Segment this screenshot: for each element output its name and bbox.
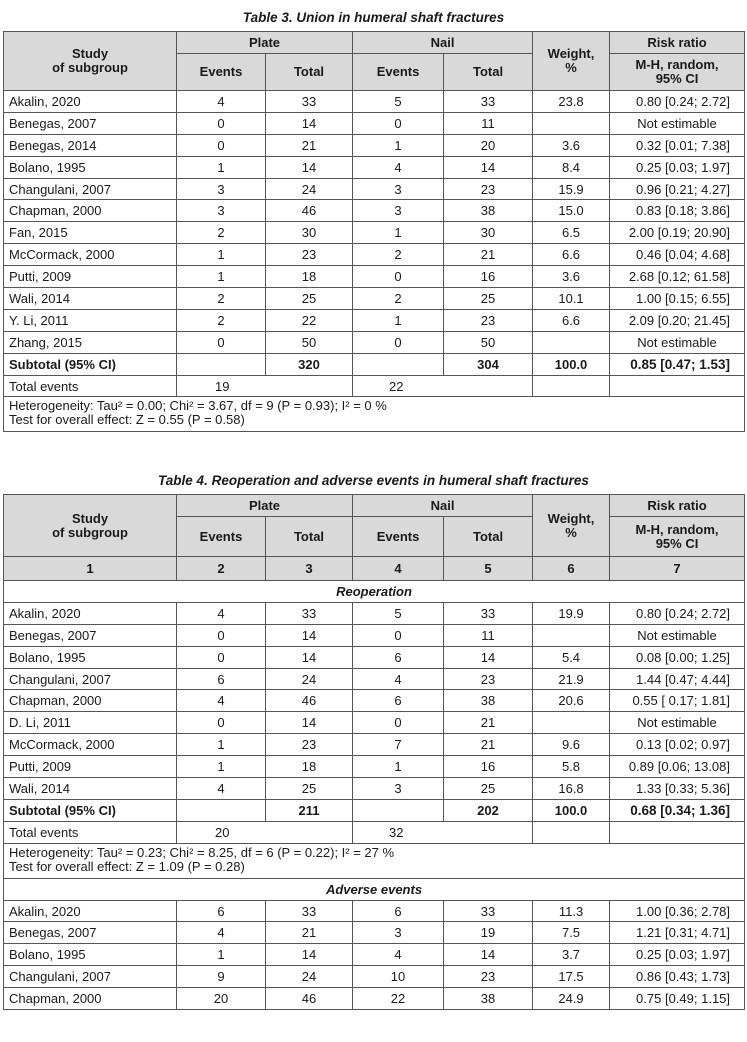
study-row <box>4 266 745 288</box>
adverse-events-section <box>4 878 745 900</box>
subtotal-label: Subtotal (95% CI) <box>4 799 177 821</box>
plate-total: 24 <box>266 966 353 988</box>
section-label: Adverse events <box>4 878 745 900</box>
nail-total: 25 <box>444 778 533 800</box>
plate-total: 30 <box>266 222 353 244</box>
total-events-row <box>4 821 745 843</box>
weight: 24.9 <box>533 988 610 1010</box>
study-name: Benegas, 2007 <box>4 922 177 944</box>
nail-events: 2 <box>353 288 444 310</box>
study-row <box>4 756 745 778</box>
nail-total: 202 <box>444 799 533 821</box>
plate-events <box>177 799 266 821</box>
study-row <box>4 900 745 922</box>
nail-total: 21 <box>444 244 533 266</box>
weight: 20.6 <box>533 690 610 712</box>
weight: 23.8 <box>533 91 610 113</box>
study-name: Chapman, 2000 <box>4 988 177 1010</box>
table3-caption: Table 3. Union in humeral shaft fractures <box>242 10 505 25</box>
plate-events: 19 <box>177 375 353 397</box>
plate-total: 46 <box>266 988 353 1010</box>
study-row <box>4 112 745 134</box>
nail-total: 23 <box>444 178 533 200</box>
plate-events: 4 <box>177 690 266 712</box>
plate-total: 50 <box>266 331 353 353</box>
weight-header: Weight, % <box>533 32 610 91</box>
study-name: McCormack, 2000 <box>4 244 177 266</box>
study-name: Bolano, 1995 <box>4 646 177 668</box>
nail-events <box>353 353 444 375</box>
total-events-label: Total events <box>4 821 177 843</box>
plate-total: 14 <box>266 944 353 966</box>
subtotal-row <box>4 799 745 821</box>
nail-total: 50 <box>444 331 533 353</box>
plate-events: 20 <box>177 821 353 843</box>
nail-total: 304 <box>444 353 533 375</box>
risk-ratio: 2.00 [0.19; 20.90] <box>610 222 745 244</box>
risk-ratio: Not estimable <box>610 712 745 734</box>
nail-events <box>353 799 444 821</box>
study-row <box>4 778 745 800</box>
weight: 16.8 <box>533 778 610 800</box>
nail-events: 32 <box>353 821 533 843</box>
study-row <box>4 966 745 988</box>
study-name: Chapman, 2000 <box>4 690 177 712</box>
nail-events: 3 <box>353 922 444 944</box>
plate-total: 21 <box>266 134 353 156</box>
study-row <box>4 988 745 1010</box>
risk-ratio: 0.89 [0.06; 13.08] <box>610 756 745 778</box>
weight: 6.6 <box>533 309 610 331</box>
weight <box>533 375 610 397</box>
plate-events: 0 <box>177 331 266 353</box>
risk-ratio: Not estimable <box>610 331 745 353</box>
nail-events: 1 <box>353 134 444 156</box>
plate-events: 2 <box>177 309 266 331</box>
plate-header: Plate <box>177 495 353 517</box>
risk-ratio: 0.68 [0.34; 1.36] <box>610 799 745 821</box>
nail-total: 38 <box>444 690 533 712</box>
plate-total: 25 <box>266 778 353 800</box>
nail-events: 0 <box>353 712 444 734</box>
study-name: Fan, 2015 <box>4 222 177 244</box>
subtotal-label: Subtotal (95% CI) <box>4 353 177 375</box>
plate-total: 18 <box>266 756 353 778</box>
study-row <box>4 944 745 966</box>
plate-events-header: Events <box>177 517 266 557</box>
nail-header: Nail <box>353 32 533 54</box>
nail-total: 33 <box>444 602 533 624</box>
total-events-row <box>4 375 745 397</box>
heterogeneity-note <box>4 397 745 432</box>
column-number: 7 <box>610 557 745 581</box>
study-name: D. Li, 2011 <box>4 712 177 734</box>
plate-events: 6 <box>177 668 266 690</box>
column-number: 6 <box>533 557 610 581</box>
study-name: Putti, 2009 <box>4 266 177 288</box>
nail-total-header: Total <box>444 517 533 557</box>
nail-total: 16 <box>444 266 533 288</box>
study-row <box>4 668 745 690</box>
heterogeneity-note <box>4 843 745 878</box>
nail-events: 0 <box>353 331 444 353</box>
plate-header: Plate <box>177 32 353 54</box>
study-name: Zhang, 2015 <box>4 331 177 353</box>
nail-total: 21 <box>444 734 533 756</box>
risk-ratio: 0.96 [0.21; 4.27] <box>610 178 745 200</box>
plate-events: 4 <box>177 602 266 624</box>
nail-events: 3 <box>353 200 444 222</box>
nail-total: 38 <box>444 988 533 1010</box>
risk-ratio: 0.08 [0.00; 1.25] <box>610 646 745 668</box>
plate-total: 14 <box>266 646 353 668</box>
column-number: 4 <box>353 557 444 581</box>
plate-total: 14 <box>266 624 353 646</box>
weight: 100.0 <box>533 799 610 821</box>
risk-ratio: 0.32 [0.01; 7.38] <box>610 134 745 156</box>
weight <box>533 712 610 734</box>
weight: 100.0 <box>533 353 610 375</box>
plate-events: 1 <box>177 756 266 778</box>
plate-total: 33 <box>266 602 353 624</box>
nail-events: 6 <box>353 646 444 668</box>
study-row <box>4 734 745 756</box>
risk-ratio: 0.25 [0.03; 1.97] <box>610 156 745 178</box>
study-name: McCormack, 2000 <box>4 734 177 756</box>
column-number-row <box>4 557 745 581</box>
plate-total: 22 <box>266 309 353 331</box>
nail-total: 38 <box>444 200 533 222</box>
weight: 19.9 <box>533 602 610 624</box>
plate-events: 4 <box>177 922 266 944</box>
plate-events: 20 <box>177 988 266 1010</box>
nail-total: 33 <box>444 900 533 922</box>
plate-total: 24 <box>266 178 353 200</box>
nail-total: 14 <box>444 156 533 178</box>
plate-total: 46 <box>266 200 353 222</box>
plate-events: 0 <box>177 646 266 668</box>
plate-total: 23 <box>266 734 353 756</box>
nail-events: 6 <box>353 690 444 712</box>
plate-events: 0 <box>177 112 266 134</box>
nail-events: 4 <box>353 156 444 178</box>
study-name: Changulani, 2007 <box>4 178 177 200</box>
risk-ratio <box>610 821 745 843</box>
study-row <box>4 624 745 646</box>
study-name: Changulani, 2007 <box>4 966 177 988</box>
plate-events: 4 <box>177 778 266 800</box>
overall-effect-text: Test for overall effect: Z = 1.09 (P = 0.28) <box>9 858 245 874</box>
plate-events: 2 <box>177 288 266 310</box>
study-header: Study of subgroup <box>4 32 177 91</box>
table4-caption: Table 4. Reoperation and adverse events in humeral shaft fractures <box>158 473 589 488</box>
weight: 6.5 <box>533 222 610 244</box>
nail-total: 21 <box>444 712 533 734</box>
study-row <box>4 309 745 331</box>
weight-header: Weight, % <box>533 495 610 557</box>
risk-ratio: 1.00 [0.36; 2.78] <box>610 900 745 922</box>
study-header: Study of subgroup <box>4 495 177 557</box>
weight: 3.6 <box>533 134 610 156</box>
study-row <box>4 222 745 244</box>
column-number: 1 <box>4 557 177 581</box>
nail-total: 11 <box>444 112 533 134</box>
plate-events: 0 <box>177 624 266 646</box>
nail-events: 4 <box>353 668 444 690</box>
nail-events-header: Events <box>353 54 444 91</box>
plate-events: 1 <box>177 266 266 288</box>
study-row <box>4 134 745 156</box>
nail-total: 20 <box>444 134 533 156</box>
nail-total: 30 <box>444 222 533 244</box>
study-name: Akalin, 2020 <box>4 91 177 113</box>
study-row <box>4 646 745 668</box>
study-row <box>4 178 745 200</box>
plate-total: 320 <box>266 353 353 375</box>
nail-total: 33 <box>444 91 533 113</box>
heterogeneity-row <box>4 843 745 878</box>
nail-total: 14 <box>444 646 533 668</box>
plate-events: 1 <box>177 734 266 756</box>
weight: 11.3 <box>533 900 610 922</box>
plate-total: 25 <box>266 288 353 310</box>
risk-ratio-header: Risk ratio <box>610 32 745 54</box>
column-number: 3 <box>266 557 353 581</box>
risk-ratio: 0.55 [ 0.17; 1.81] <box>610 690 745 712</box>
weight <box>533 624 610 646</box>
nail-events: 5 <box>353 91 444 113</box>
nail-events: 10 <box>353 966 444 988</box>
risk-ratio: 0.75 [0.49; 1.15] <box>610 988 745 1010</box>
column-number: 5 <box>444 557 533 581</box>
method-header: M-H, random, 95% CI <box>610 517 745 557</box>
nail-events: 5 <box>353 602 444 624</box>
study-name: Akalin, 2020 <box>4 900 177 922</box>
overall-effect-text: Test for overall effect: Z = 0.55 (P = 0.58) <box>9 412 245 428</box>
nail-events: 22 <box>353 375 533 397</box>
nail-total: 14 <box>444 944 533 966</box>
risk-ratio: 0.13 [0.02; 0.97] <box>610 734 745 756</box>
risk-ratio: 1.21 [0.31; 4.71] <box>610 922 745 944</box>
study-row <box>4 200 745 222</box>
study-name: Bolano, 1995 <box>4 944 177 966</box>
plate-events: 6 <box>177 900 266 922</box>
plate-total: 14 <box>266 712 353 734</box>
weight: 8.4 <box>533 156 610 178</box>
risk-ratio: Not estimable <box>610 112 745 134</box>
weight: 15.9 <box>533 178 610 200</box>
study-row <box>4 91 745 113</box>
nail-events: 6 <box>353 900 444 922</box>
nail-events-header: Events <box>353 517 444 557</box>
plate-events: 2 <box>177 222 266 244</box>
nail-total: 23 <box>444 309 533 331</box>
nail-total: 23 <box>444 966 533 988</box>
weight: 7.5 <box>533 922 610 944</box>
nail-total: 23 <box>444 668 533 690</box>
plate-events: 1 <box>177 156 266 178</box>
study-row <box>4 690 745 712</box>
method-header: M-H, random, 95% CI <box>610 54 745 91</box>
plate-total-header: Total <box>266 517 353 557</box>
weight: 17.5 <box>533 966 610 988</box>
plate-total: 33 <box>266 91 353 113</box>
risk-ratio: 0.80 [0.24; 2.72] <box>610 602 745 624</box>
plate-events: 0 <box>177 712 266 734</box>
study-name: Benegas, 2007 <box>4 624 177 646</box>
nail-total: 19 <box>444 922 533 944</box>
plate-total: 21 <box>266 922 353 944</box>
nail-total: 11 <box>444 624 533 646</box>
study-row <box>4 156 745 178</box>
nail-total: 16 <box>444 756 533 778</box>
plate-events: 1 <box>177 944 266 966</box>
plate-events: 9 <box>177 966 266 988</box>
table3 <box>3 31 745 432</box>
total-events-label: Total events <box>4 375 177 397</box>
plate-events: 3 <box>177 200 266 222</box>
risk-ratio: 1.44 [0.47; 4.44] <box>610 668 745 690</box>
risk-ratio: 0.83 [0.18; 3.86] <box>610 200 745 222</box>
plate-total-header: Total <box>266 54 353 91</box>
nail-events: 4 <box>353 944 444 966</box>
section-label: Reoperation <box>4 581 745 603</box>
weight: 5.8 <box>533 756 610 778</box>
reoperation-section <box>4 581 745 603</box>
nail-events: 3 <box>353 178 444 200</box>
risk-ratio: 2.68 [0.12; 61.58] <box>610 266 745 288</box>
nail-events: 0 <box>353 112 444 134</box>
nail-events: 3 <box>353 778 444 800</box>
weight: 6.6 <box>533 244 610 266</box>
study-row <box>4 922 745 944</box>
plate-events: 3 <box>177 178 266 200</box>
study-name: Wali, 2014 <box>4 778 177 800</box>
study-name: Benegas, 2007 <box>4 112 177 134</box>
plate-total: 46 <box>266 690 353 712</box>
nail-total: 25 <box>444 288 533 310</box>
risk-ratio: 0.25 [0.03; 1.97] <box>610 944 745 966</box>
risk-ratio: 0.86 [0.43; 1.73] <box>610 966 745 988</box>
study-row <box>4 288 745 310</box>
plate-total: 14 <box>266 156 353 178</box>
risk-ratio-header: Risk ratio <box>610 495 745 517</box>
study-row <box>4 712 745 734</box>
weight: 9.6 <box>533 734 610 756</box>
study-name: Akalin, 2020 <box>4 602 177 624</box>
study-row <box>4 244 745 266</box>
nail-events: 0 <box>353 624 444 646</box>
plate-events: 4 <box>177 91 266 113</box>
nail-events: 0 <box>353 266 444 288</box>
weight: 21.9 <box>533 668 610 690</box>
plate-total: 24 <box>266 668 353 690</box>
column-number: 2 <box>177 557 266 581</box>
weight: 3.6 <box>533 266 610 288</box>
heterogeneity-text: Heterogeneity: Tau² = 0.23; Chi² = 8.25, df = 6 (P = 0.22); I² = 27 % <box>9 844 395 860</box>
nail-events: 22 <box>353 988 444 1010</box>
risk-ratio: 0.46 [0.04; 4.68] <box>610 244 745 266</box>
plate-events: 1 <box>177 244 266 266</box>
plate-total: 23 <box>266 244 353 266</box>
nail-events: 2 <box>353 244 444 266</box>
risk-ratio: 0.80 [0.24; 2.72] <box>610 91 745 113</box>
study-name: Benegas, 2014 <box>4 134 177 156</box>
study-name: Changulani, 2007 <box>4 668 177 690</box>
risk-ratio: 1.33 [0.33; 5.36] <box>610 778 745 800</box>
nail-total-header: Total <box>444 54 533 91</box>
study-name: Bolano, 1995 <box>4 156 177 178</box>
plate-events <box>177 353 266 375</box>
weight <box>533 331 610 353</box>
risk-ratio <box>610 375 745 397</box>
plate-events: 0 <box>177 134 266 156</box>
plate-total: 33 <box>266 900 353 922</box>
study-row <box>4 602 745 624</box>
risk-ratio: 2.09 [0.20; 21.45] <box>610 309 745 331</box>
plate-total: 14 <box>266 112 353 134</box>
risk-ratio: 0.85 [0.47; 1.53] <box>610 353 745 375</box>
study-name: Chapman, 2000 <box>4 200 177 222</box>
weight <box>533 821 610 843</box>
risk-ratio: Not estimable <box>610 624 745 646</box>
nail-header: Nail <box>353 495 533 517</box>
table4 <box>3 494 745 1010</box>
plate-total: 211 <box>266 799 353 821</box>
nail-events: 1 <box>353 309 444 331</box>
weight: 3.7 <box>533 944 610 966</box>
weight: 10.1 <box>533 288 610 310</box>
risk-ratio: 1.00 [0.15; 6.55] <box>610 288 745 310</box>
study-name: Putti, 2009 <box>4 756 177 778</box>
nail-events: 7 <box>353 734 444 756</box>
subtotal-row <box>4 353 745 375</box>
weight <box>533 112 610 134</box>
study-name: Y. Li, 2011 <box>4 309 177 331</box>
heterogeneity-row <box>4 397 745 432</box>
heterogeneity-text: Heterogeneity: Tau² = 0.00; Chi² = 3.67, df = 9 (P = 0.93); I² = 0 % <box>9 398 387 414</box>
nail-events: 1 <box>353 756 444 778</box>
weight: 5.4 <box>533 646 610 668</box>
plate-total: 18 <box>266 266 353 288</box>
weight: 15.0 <box>533 200 610 222</box>
nail-events: 1 <box>353 222 444 244</box>
plate-events-header: Events <box>177 54 266 91</box>
study-row <box>4 331 745 353</box>
study-name: Wali, 2014 <box>4 288 177 310</box>
